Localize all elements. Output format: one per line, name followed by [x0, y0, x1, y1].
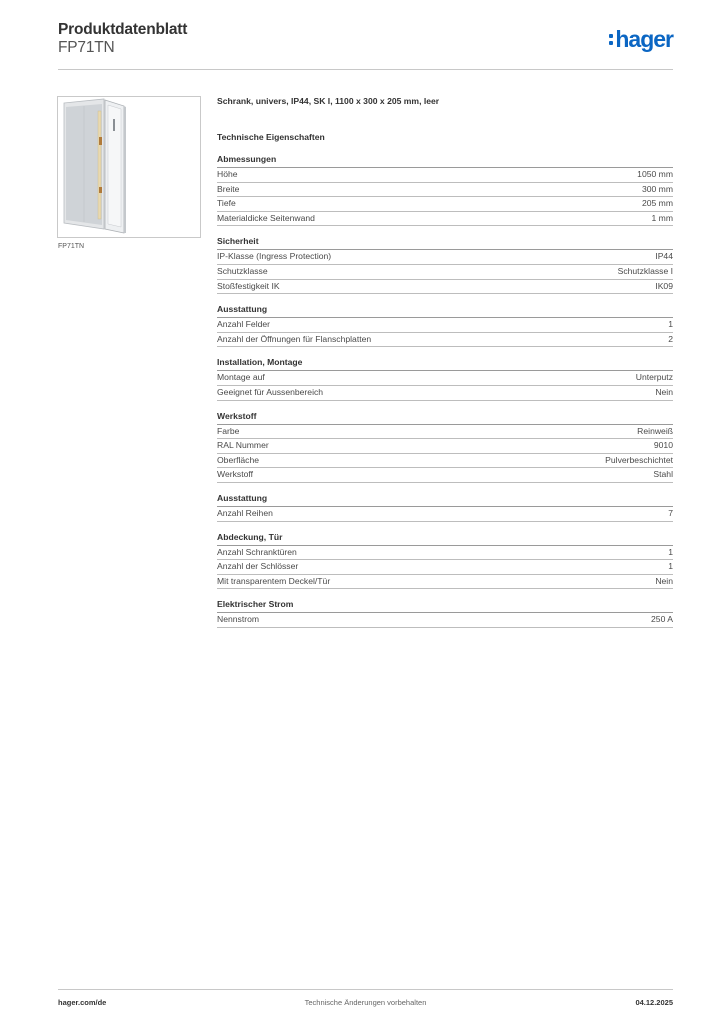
- property-row: [217, 168, 673, 183]
- property-row: [217, 280, 673, 295]
- property-value: 2: [668, 333, 673, 344]
- property-row: [217, 250, 673, 265]
- hager-logo: [609, 27, 673, 51]
- property-row: [217, 386, 673, 401]
- property-value: Nein: [655, 386, 673, 397]
- image-caption: FP71TN: [58, 243, 85, 250]
- section-title: Sicherheit: [217, 236, 673, 250]
- property-section: [217, 532, 673, 590]
- property-label: Anzahl der Öffnungen für Flanschplatten: [217, 333, 372, 344]
- section-title: Abmessungen: [217, 154, 673, 168]
- property-section: [217, 411, 673, 483]
- property-value: 1: [668, 319, 673, 330]
- section-title: Elektrischer Strom: [217, 599, 673, 613]
- property-sections: [217, 154, 673, 628]
- property-value: IK09: [655, 280, 673, 291]
- property-value: 1: [668, 561, 673, 572]
- property-row: [217, 507, 673, 522]
- product-code: FP71TN: [58, 39, 115, 56]
- property-row: [217, 468, 673, 483]
- property-label: Montage auf: [217, 372, 265, 383]
- property-section: [217, 357, 673, 400]
- property-row: [217, 318, 673, 333]
- property-row: [217, 560, 673, 575]
- property-label: Breite: [217, 183, 240, 194]
- property-value: 1 mm: [651, 212, 673, 223]
- property-value: Stahl: [653, 469, 673, 480]
- property-label: Anzahl Felder: [217, 319, 271, 330]
- property-row: [217, 371, 673, 386]
- property-section: [217, 599, 673, 628]
- page-header: [58, 21, 673, 70]
- section-title: Installation, Montage: [217, 357, 673, 371]
- product-data-content: [217, 96, 673, 628]
- property-value: Reinweiß: [637, 425, 673, 436]
- property-row: [217, 613, 673, 628]
- property-value: IP44: [655, 251, 673, 262]
- property-row: [217, 425, 673, 440]
- property-row: [217, 197, 673, 212]
- property-label: Tiefe: [217, 198, 236, 209]
- property-label: IP-Klasse (Ingress Protection): [217, 251, 332, 262]
- product-image: [57, 96, 201, 238]
- footer-date: 04.12.2025: [635, 998, 673, 1007]
- property-row: [217, 439, 673, 454]
- technical-properties-title: Technische Eigenschaften: [217, 132, 325, 142]
- property-label: Geeignet für Aussenbereich: [217, 386, 324, 397]
- property-value: 205 mm: [641, 198, 673, 209]
- property-row: [217, 333, 673, 348]
- property-value: 300 mm: [641, 183, 673, 194]
- section-title: Ausstattung: [217, 493, 673, 507]
- document-title: Produktdatenblatt: [58, 21, 188, 38]
- property-value: Nein: [655, 575, 673, 586]
- property-section: [217, 493, 673, 522]
- property-row: [217, 546, 673, 561]
- property-value: 1: [668, 546, 673, 557]
- property-value: Schutzklasse I: [617, 265, 673, 276]
- section-title: Ausstattung: [217, 304, 673, 318]
- property-value: 1050 mm: [637, 169, 673, 179]
- property-label: Anzahl der Schlösser: [217, 561, 299, 572]
- logo-dots-icon: [609, 34, 613, 45]
- product-description: Schrank, univers, IP44, SK I, 1100 x 300 x 205 mm, leer: [217, 96, 440, 106]
- property-row: [217, 212, 673, 227]
- property-row: [217, 575, 673, 590]
- property-row: [217, 265, 673, 280]
- property-section: [217, 304, 673, 347]
- footer-notice: Technische Änderungen vorbehalten: [304, 998, 427, 1007]
- property-row: [217, 183, 673, 198]
- property-label: Stoßfestigkeit IK: [217, 280, 280, 291]
- section-title: Werkstoff: [217, 411, 673, 425]
- property-label: Werkstoff: [217, 469, 253, 480]
- property-section: [217, 236, 673, 294]
- section-title: Abdeckung, Tür: [217, 532, 673, 546]
- property-row: [217, 454, 673, 469]
- page-footer: [58, 989, 673, 1012]
- property-value: 7: [668, 507, 673, 518]
- property-label: Anzahl Schranktüren: [217, 546, 297, 557]
- property-label: Schutzklasse: [217, 265, 268, 276]
- property-value: 250 A: [651, 614, 673, 625]
- property-label: Anzahl Reihen: [217, 507, 273, 518]
- logo-text: hager: [615, 26, 673, 52]
- property-section: [217, 154, 673, 226]
- footer-website: hager.com/de: [58, 998, 107, 1007]
- property-label: RAL Nummer: [217, 440, 269, 451]
- property-value: Pulverbeschichtet: [605, 454, 673, 465]
- property-label: Mit transparentem Deckel/Tür: [217, 575, 331, 586]
- property-value: Unterputz: [635, 372, 673, 383]
- cabinet-illustration: [58, 97, 200, 237]
- property-label: Materialdicke Seitenwand: [217, 212, 315, 223]
- property-label: Farbe: [217, 425, 240, 436]
- property-label: Oberfläche: [217, 454, 260, 465]
- property-label: Nennstrom: [217, 614, 260, 625]
- property-value: 9010: [653, 440, 673, 451]
- property-label: Höhe: [217, 169, 238, 179]
